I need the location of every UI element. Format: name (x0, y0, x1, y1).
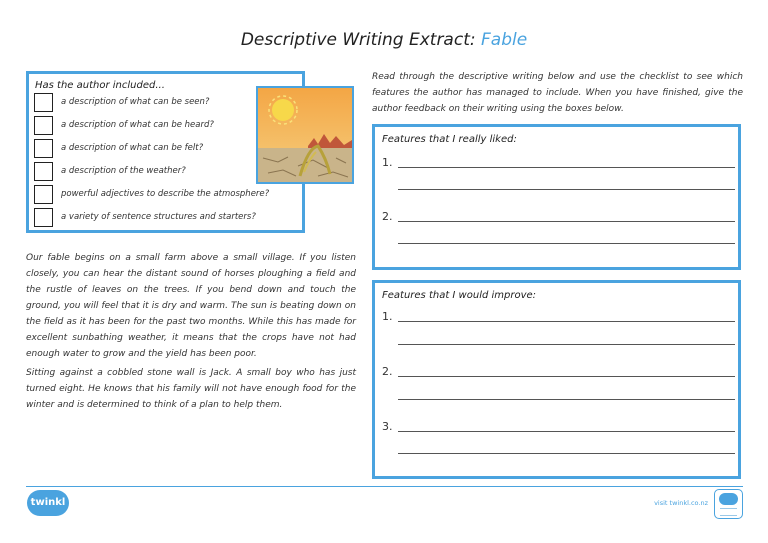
improve-box-heading: Features that I would improve: (382, 290, 537, 301)
checkbox[interactable] (34, 139, 53, 158)
title-text: Descriptive Writing Extract: (240, 30, 476, 50)
improve-item-number: 2. (382, 365, 393, 378)
checklist-item-label: powerful adjectives to describe the atmosphere? (61, 189, 270, 199)
liked-box-heading: Features that I really liked: (382, 134, 517, 145)
writing-line[interactable] (398, 399, 735, 400)
story-paragraph-1: Our fable begins on a small farm above a small village. If you listen closely, you can hear the distant sound of horses ploughing a field and the rustle of leaves on the trees. If you bend down and touch the ground, you will feel that it is dry and warm. The sun is beating down on the field as it has been for the past two months. While this has made for excellent sunbathing weather, it means that the crops have not had enough water to grow and the yield has been poor. (26, 253, 356, 359)
checkbox[interactable] (34, 93, 53, 112)
quality-badge-icon (714, 489, 743, 519)
drought-scene-icon (258, 88, 352, 182)
checkbox[interactable] (34, 185, 53, 204)
liked-item-number: 1. (382, 156, 393, 169)
liked-item-number: 2. (382, 210, 393, 223)
visit-link[interactable]: visit twinkl.co.nz (654, 499, 708, 507)
writing-line[interactable] (398, 189, 735, 190)
twinkl-logo[interactable]: twinkl (27, 490, 69, 516)
title-accent: Fable (481, 30, 528, 50)
checkbox[interactable] (34, 208, 53, 227)
checklist-item-label: a description of what can be seen? (61, 97, 210, 107)
checklist-item-label: a description of the weather? (61, 166, 186, 176)
writing-line[interactable] (398, 167, 735, 168)
instructions-text: Read through the descriptive writing below and use the checklist to see which features the author has managed to include. When you have finished, give the author feedback on their writing using the boxes below. (372, 72, 743, 114)
badge-lines (720, 508, 737, 516)
footer-divider (26, 486, 743, 487)
story-paragraph-2: Sitting against a cobbled stone wall is Jack. A small boy who has just turned eight. He knows that his family will not have enough food for the winter and is determined to think of a plan to help them. (26, 368, 356, 410)
checklist-item-label: a description of what can be heard? (61, 120, 214, 130)
checklist-item-label: a variety of sentence structures and starters? (61, 212, 256, 222)
checkbox[interactable] (34, 162, 53, 181)
writing-line[interactable] (398, 221, 735, 222)
writing-line[interactable] (398, 243, 735, 244)
writing-line[interactable] (398, 344, 735, 345)
writing-line[interactable] (398, 431, 735, 432)
writing-line[interactable] (398, 376, 735, 377)
page-title (0, 30, 768, 50)
improve-features-box (372, 280, 741, 479)
writing-line[interactable] (398, 453, 735, 454)
improve-item-number: 1. (382, 310, 393, 323)
improve-item-number: 3. (382, 420, 393, 433)
checklist-item-label: a description of what can be felt? (61, 143, 204, 153)
writing-line[interactable] (398, 321, 735, 322)
checklist-heading: Has the author included... (35, 80, 165, 91)
drought-illustration (256, 86, 354, 184)
liked-features-box (372, 124, 741, 270)
badge-cloud-icon (719, 493, 738, 505)
checkbox[interactable] (34, 116, 53, 135)
